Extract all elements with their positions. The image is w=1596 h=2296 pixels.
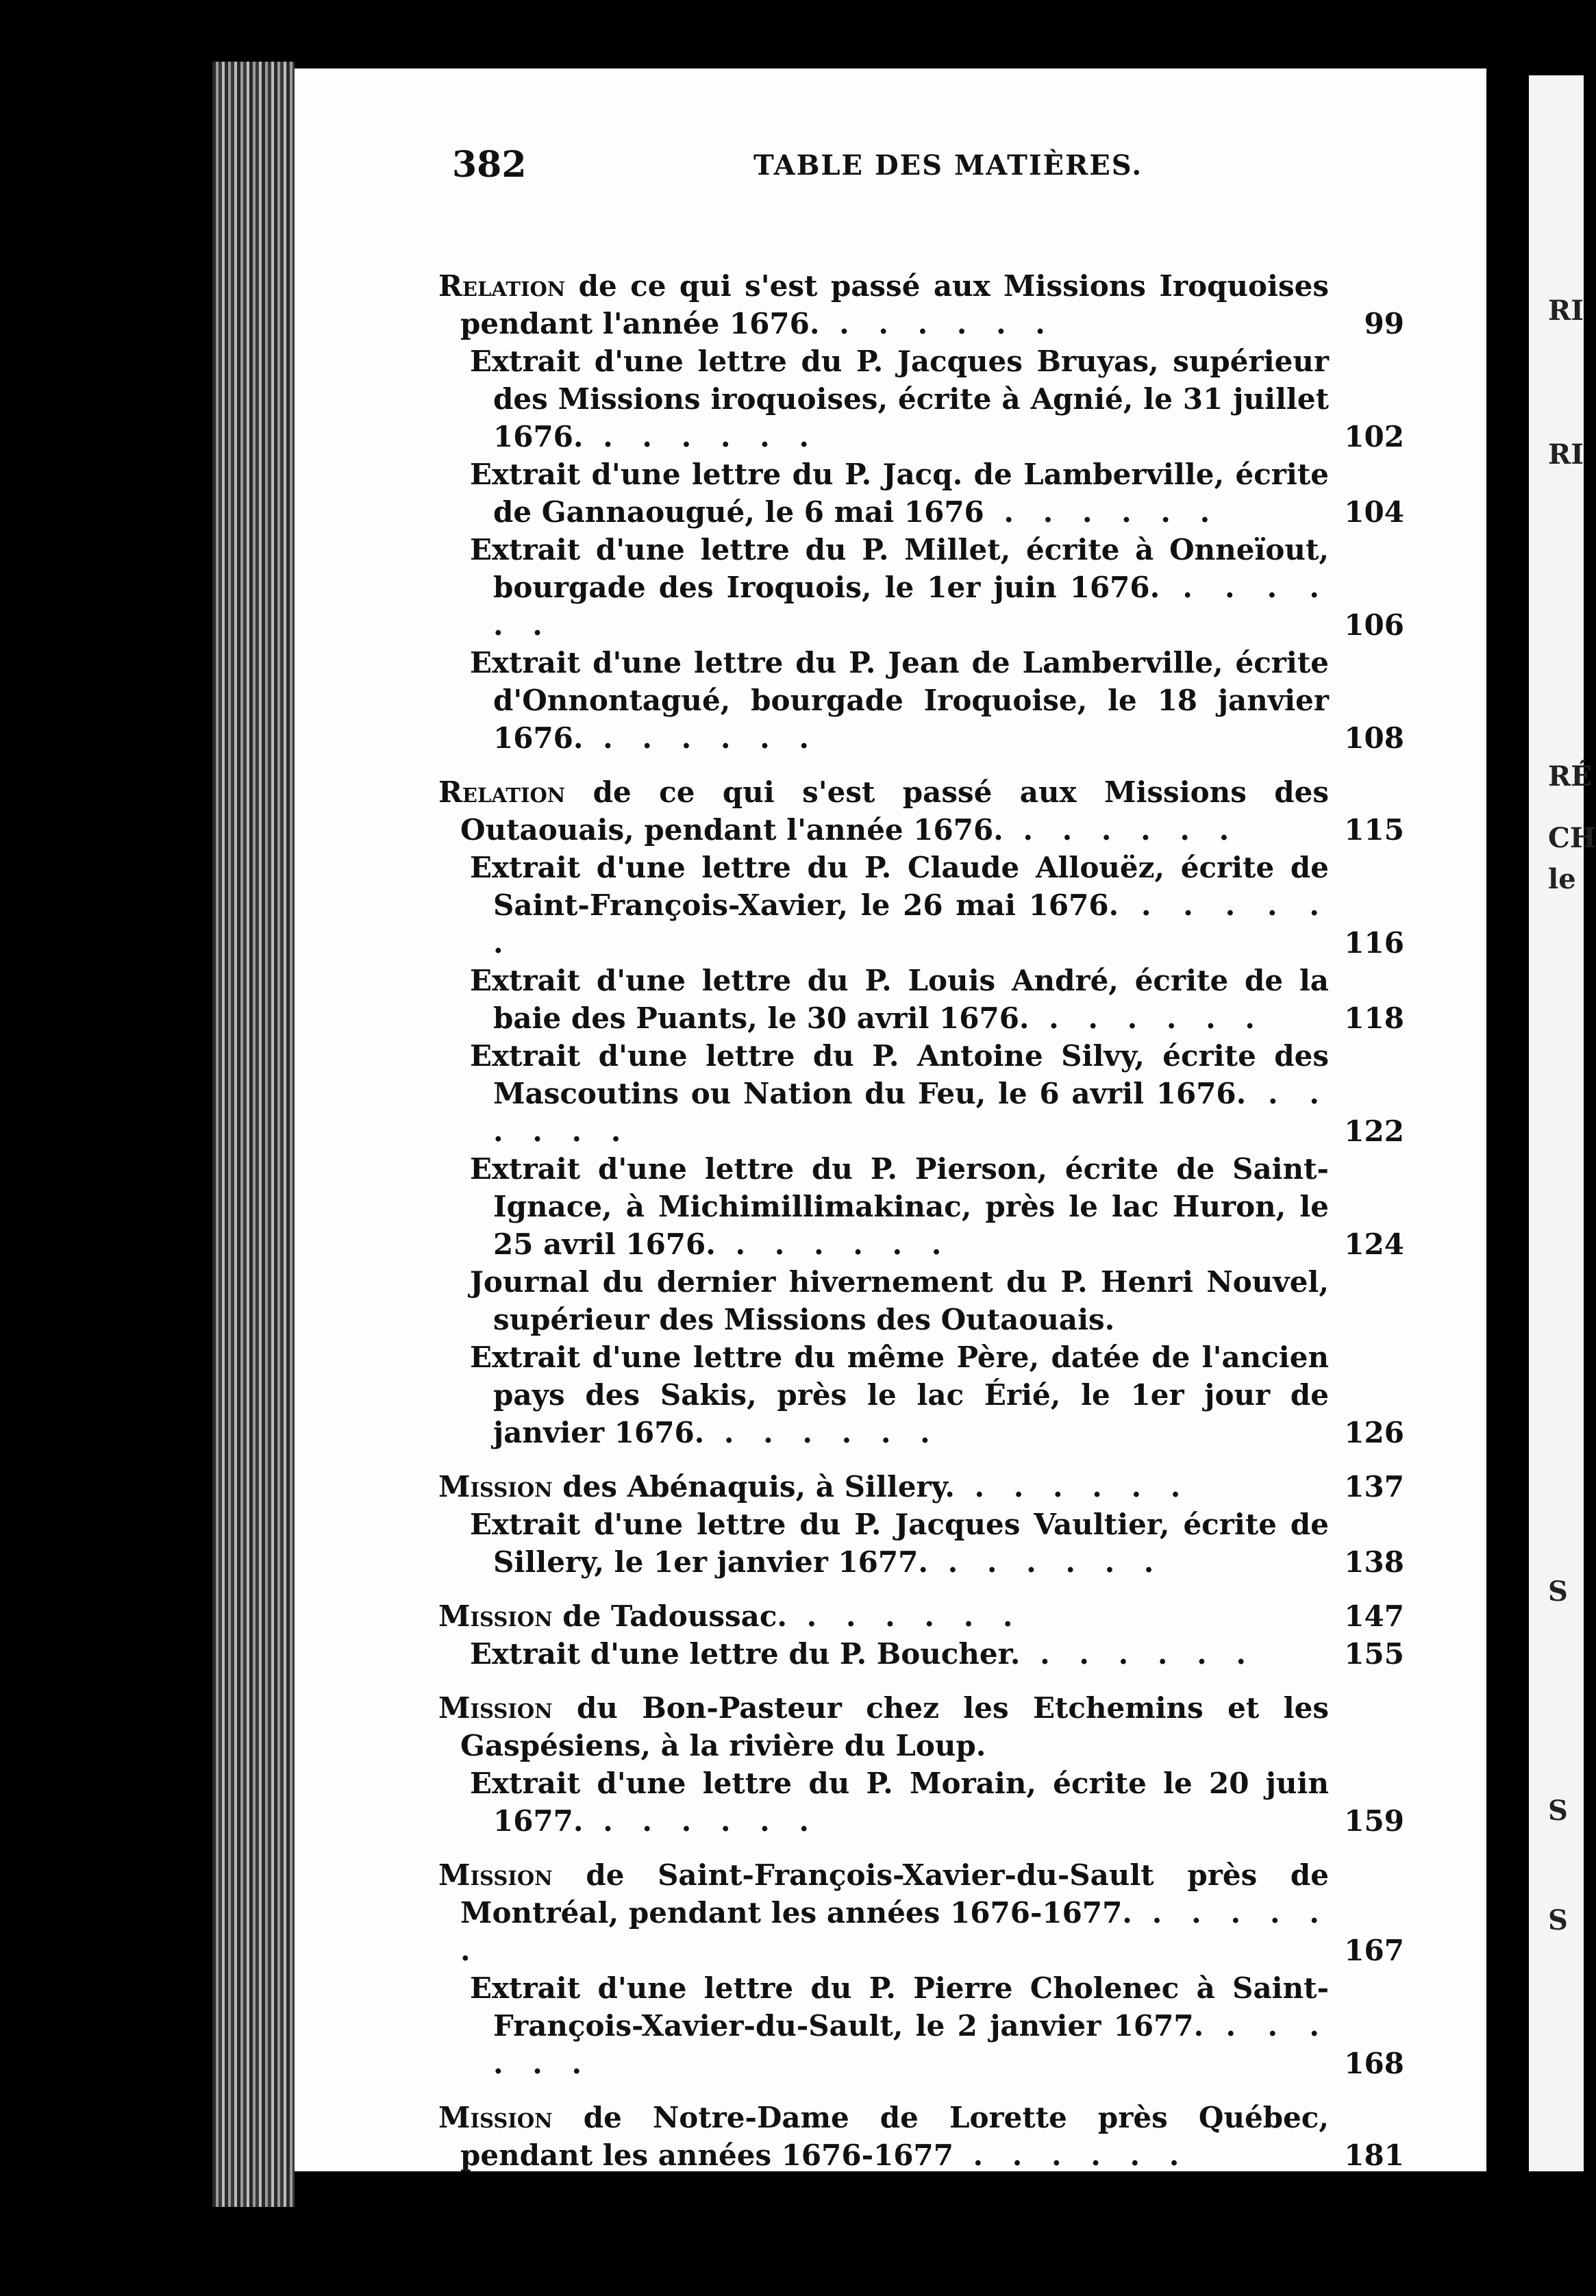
- toc-section-entry: [438, 1689, 1404, 1764]
- toc-subentry: [438, 456, 1404, 531]
- section-heading: Mission: [438, 1599, 553, 1633]
- toc-subentry: [438, 1263, 1404, 1338]
- entry-title: Extrait d'une lettre du P. Jacques Vaultier, écrite de Sillery, le 1er janvier 1677.: [470, 1508, 1329, 1579]
- entry-title: Extrait d'une lettre du P. Morain, écrite le 20 juin 1677.: [470, 1767, 1329, 1838]
- opposite-fragment: RÉ: [1548, 760, 1592, 793]
- dot-leader: . . . . . .: [953, 2138, 1189, 2172]
- entry-title: de Saint-François-Xavier-du-Sault près de Montréal, pendant les années 1676-1677.: [460, 1858, 1330, 1930]
- section-heading: Mission: [438, 1470, 553, 1503]
- dot-leader: . . . . . .: [493, 571, 1329, 642]
- page-header: [452, 144, 1349, 199]
- entry-text: [438, 1689, 1404, 1764]
- page-reference: 116: [1344, 926, 1404, 960]
- entry-text: [438, 1764, 1404, 1840]
- entry-text: [438, 456, 1404, 531]
- entry-title: Extrait d'une lettre du P. Louis André, écrite de la baie des Puants, le 30 avril 1676.: [470, 964, 1329, 1035]
- entry-text: [438, 1338, 1404, 1451]
- entry-text: [438, 267, 1404, 342]
- page-reference: 122: [1344, 1114, 1404, 1148]
- toc-subentry: [438, 644, 1404, 757]
- page-reference: 181: [1344, 2138, 1404, 2172]
- opposite-fragment: S: [1548, 1795, 1568, 1827]
- entry-text: [438, 1468, 1404, 1506]
- dot-leader: . . . . . .: [493, 1077, 1329, 1148]
- page-reference: 159: [1344, 1804, 1404, 1838]
- table-of-contents: [438, 267, 1404, 2174]
- dot-leader: . . . . . .: [583, 420, 819, 453]
- opposite-page-edge: [1529, 75, 1596, 2171]
- entry-title: Extrait d'une lettre du même Père, datée de l'ancien pays des Sakis, près le lac Érié, le 1er jour de janvier 1676.: [470, 1340, 1329, 1449]
- toc-section-entry: [438, 1468, 1404, 1506]
- toc-section-entry: [438, 1856, 1404, 1969]
- entry-text: [438, 2099, 1404, 2174]
- dot-leader: . . . . . .: [1003, 813, 1239, 847]
- section-heading: Relation: [438, 269, 566, 303]
- entry-text: [438, 342, 1404, 456]
- toc-subentry: [438, 1338, 1404, 1451]
- page-title: TABLE DES MATIÈRES.: [753, 149, 1143, 182]
- page-reference: 115: [1344, 813, 1404, 847]
- opposite-fragment: CH: [1548, 822, 1596, 854]
- entry-title: Extrait d'une lettre du P. Pierson, écrite de Saint-Ignace, à Michimillimakinac, près le lac Huron, le 25 avril 1676.: [470, 1152, 1329, 1261]
- dot-leader: . . . . . .: [715, 1227, 951, 1261]
- toc-subentry: [438, 1506, 1404, 1581]
- entry-text: [438, 1150, 1404, 1263]
- dot-leader: . . . . . .: [583, 1804, 819, 1838]
- opposite-fragment: RI: [1548, 438, 1584, 471]
- entry-text: [438, 849, 1404, 962]
- toc-subentry: [438, 1764, 1404, 1840]
- page-reference: 168: [1344, 2047, 1404, 2080]
- entry-text: [438, 1635, 1404, 1673]
- entry-text: [438, 1969, 1404, 2082]
- entry-title: des Abénaquis, à Sillery.: [562, 1470, 955, 1503]
- page-reference: 147: [1344, 1599, 1404, 1633]
- entry-text: [438, 962, 1404, 1037]
- page-number: 382: [452, 144, 527, 186]
- page-reference: 137: [1344, 1470, 1404, 1503]
- dot-leader: . . . . . .: [493, 2009, 1329, 2080]
- toc-section-entry: [438, 267, 1404, 342]
- dot-leader: . . . . . .: [927, 1545, 1164, 1579]
- entry-text: [438, 1597, 1404, 1635]
- dot-leader: . . . . . .: [583, 721, 819, 755]
- entry-title: Extrait d'une lettre du P. Jean de Lamberville, écrite d'Onnontagué, bourgade Iroquoise, le 18 janvier 1676.: [470, 646, 1329, 755]
- dot-leader: . . . . . .: [984, 495, 1220, 529]
- entry-title: Extrait d'une lettre du P. Jacques Bruyas, supérieur des Missions iroquoises, écrite à Agnié, le 31 juillet 1676.: [470, 345, 1329, 453]
- entry-title: de ce qui s'est passé aux Missions des Outaouais, pendant l'année 1676.: [460, 775, 1329, 847]
- entry-text: [438, 1856, 1404, 1969]
- toc-subentry: [438, 342, 1404, 456]
- page-reference: 102: [1344, 420, 1404, 453]
- toc-section-entry: [438, 773, 1404, 849]
- entry-text: [438, 644, 1404, 757]
- entry-title: de Notre-Dame de Lorette près Québec, pendant les années 1676-1677: [460, 2101, 1329, 2172]
- entry-title: Extrait d'une lettre du P. Millet, écrite à Onneïout, bourgade des Iroquois, le 1er juin 1676.: [470, 533, 1329, 604]
- section-heading: Relation: [438, 775, 566, 809]
- toc-subentry: [438, 849, 1404, 962]
- dot-leader: . . . . . .: [954, 1470, 1190, 1503]
- opposite-fragment: S: [1548, 1575, 1568, 1608]
- entry-title: Extrait d'une lettre du P. Antoine Silvy, écrite des Mascoutins ou Nation du Feu, le 6 avril 1676.: [470, 1039, 1329, 1110]
- dot-leader: . . . . . .: [704, 1416, 940, 1449]
- section-heading: Mission: [438, 1858, 553, 1892]
- entry-title: du Bon-Pasteur chez les Etchemins et les Gaspésiens, à la rivière du Loup.: [460, 1691, 1329, 1762]
- entry-text: [438, 1506, 1404, 1581]
- entry-title: Journal du dernier hivernement du P. Henri Nouvel, supérieur des Missions des Outaouais.: [470, 1265, 1329, 1336]
- opposite-fragment: S: [1548, 1904, 1568, 1936]
- toc-subentry: [438, 1037, 1404, 1150]
- entry-title: de Tadoussac.: [562, 1599, 788, 1633]
- toc-subentry: [438, 1150, 1404, 1263]
- entry-text: [438, 773, 1404, 849]
- entry-title: Extrait d'une lettre du P. Jacq. de Lamberville, écrite de Gannaougué, le 6 mai 1676: [470, 458, 1329, 529]
- page-reference: 155: [1344, 1637, 1404, 1671]
- dot-leader: . . . . . .: [1020, 1637, 1256, 1671]
- toc-section-entry: [438, 2099, 1404, 2174]
- toc-subentry: [438, 962, 1404, 1037]
- section-heading: Mission: [438, 2101, 553, 2134]
- toc-section-entry: [438, 1597, 1404, 1635]
- page-reference: 138: [1344, 1545, 1404, 1579]
- page-reference: 167: [1344, 1934, 1404, 1967]
- opposite-fragment: le: [1548, 863, 1576, 895]
- toc-subentry: [438, 1969, 1404, 2082]
- page-reference: 108: [1344, 721, 1404, 755]
- dot-leader: . . . . . .: [460, 1896, 1329, 1967]
- opposite-fragment: RI: [1548, 295, 1584, 327]
- toc-subentry: [438, 531, 1404, 644]
- page-reference: 124: [1344, 1227, 1404, 1261]
- entry-text: [438, 531, 1404, 644]
- dot-leader: . . . . . .: [1029, 1001, 1265, 1035]
- entry-title: Extrait d'une lettre du P. Claude Allouëz, écrite de Saint-François-Xavier, le 26 mai 1676.: [470, 851, 1329, 922]
- entry-text: [438, 1263, 1404, 1338]
- section-heading: Mission: [438, 1691, 553, 1725]
- entry-title: Extrait d'une lettre du P. Pierre Cholenec à Saint-François-Xavier-du-Sault, le 2 janvier 1677.: [470, 1971, 1329, 2043]
- entry-title: Extrait d'une lettre du P. Boucher.: [470, 1637, 1021, 1671]
- page-reference: 126: [1344, 1416, 1404, 1449]
- dot-leader: . . . . . .: [819, 307, 1055, 340]
- page-reference: 99: [1364, 307, 1404, 340]
- dot-leader: . . . . . .: [787, 1599, 1023, 1633]
- entry-title: de ce qui s'est passé aux Missions Iroquoises pendant l'année 1676.: [460, 269, 1330, 340]
- page-reference: 118: [1344, 1001, 1404, 1035]
- toc-subentry: [438, 1635, 1404, 1673]
- dot-leader: . . . . . .: [493, 888, 1329, 960]
- page-stack-edge: [212, 62, 295, 2207]
- page-reference: 104: [1344, 495, 1404, 529]
- page-reference: 106: [1344, 608, 1404, 642]
- entry-text: [438, 1037, 1404, 1150]
